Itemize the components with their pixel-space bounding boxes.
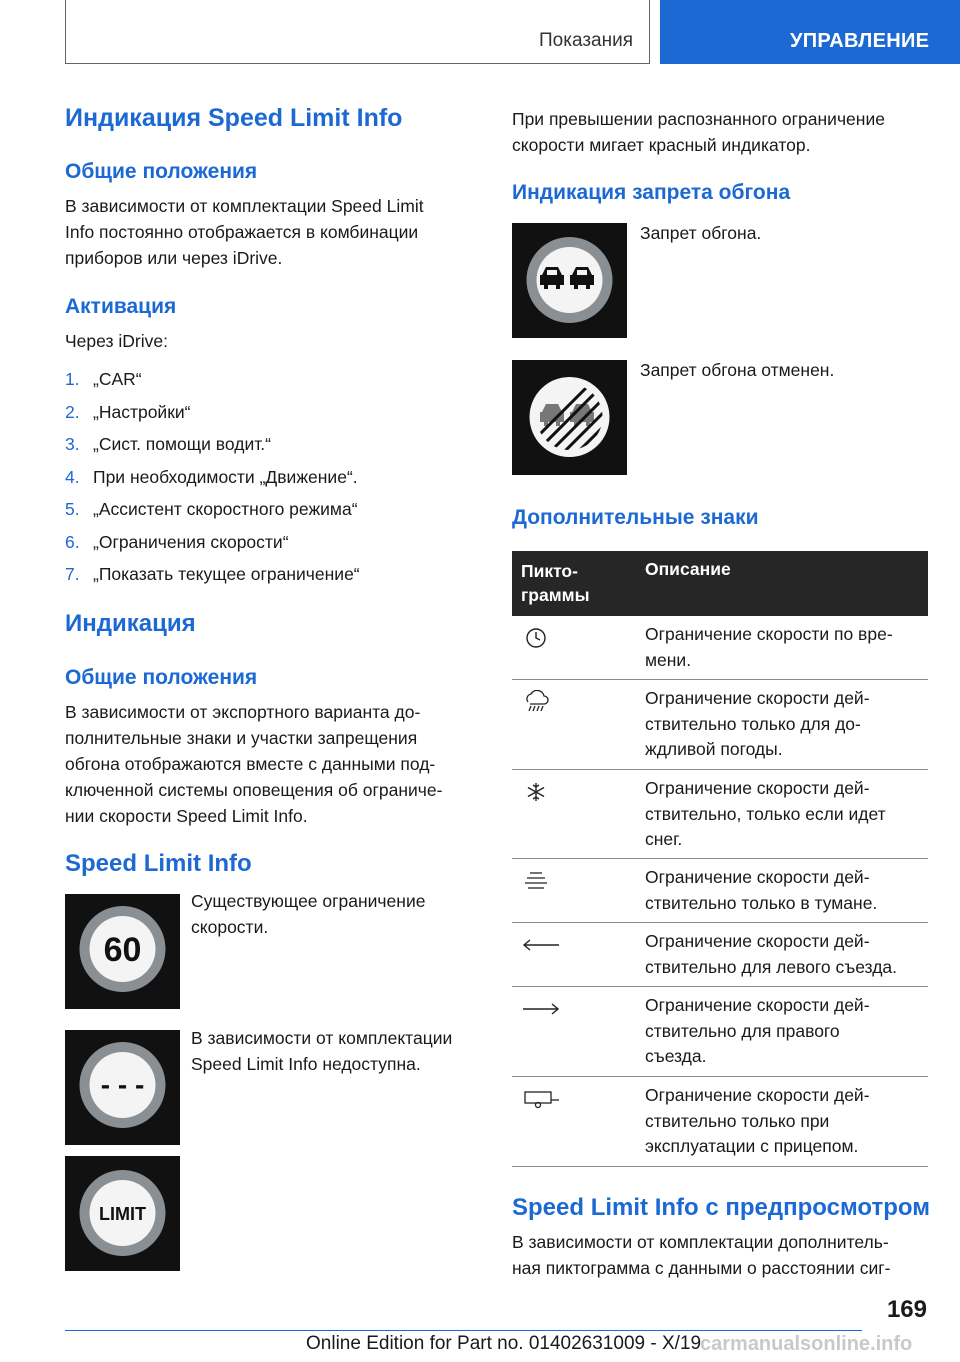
row-description: Ограничение скорости дей- ствительно только при эксплуатации с прицепом. [645, 1085, 870, 1156]
preview-heading: Speed Limit Info с предпросмотром [512, 1194, 930, 1221]
no-overtake-end-desc: Запрет обгона отменен. [640, 360, 835, 380]
header-chapter-tab [660, 0, 960, 64]
indication-heading: Индикация [65, 610, 196, 637]
header-chapter-label: УПРАВЛЕНИЕ [790, 30, 930, 52]
row-description: Ограничение скорости дей- ствительно, только если идет снег. [645, 778, 886, 849]
list-item: 7. „Показать текущее ограничение“ [65, 564, 360, 584]
fog-icon [520, 869, 552, 893]
list-item: 2. „Настройки“ [65, 401, 191, 422]
trailer-icon [520, 1087, 562, 1111]
row-description: Ограничение скорости дей- ствительно для правого съезда. [645, 995, 870, 1066]
no-overtaking-end-sign [512, 360, 627, 475]
extra-signs-table [512, 551, 928, 1167]
rain-icon [520, 690, 552, 714]
footer-edition: Online Edition for Part no. 01402631009 - X/19 [306, 1333, 702, 1354]
sign-unavailable-desc: В зависимости от комплектации Speed Limit Info недоступна. [191, 1028, 453, 1074]
exceed-warning-text: При превышении распознанного ограничение скорости мигает красный индикатор. [512, 109, 885, 155]
footer-divider [65, 1330, 862, 1331]
speed-limit-limit-sign [65, 1156, 180, 1271]
speed-limit-60-sign [65, 894, 180, 1009]
sign-60-desc: Существующее ограничение скорости. [191, 891, 426, 937]
activation-intro: Через iDrive: [65, 331, 168, 351]
row-description: Ограничение скорости дей- ствительно для левого съезда. [645, 931, 898, 977]
list-item: 1. „CAR“ [65, 369, 142, 389]
row-description: Ограничение скорости дей- ствительно только для до- ждливой погоды. [645, 688, 870, 759]
activation-heading: Активация [65, 295, 177, 318]
speed-limit-unavailable-sign [65, 1030, 180, 1145]
list-item: 3. „Сист. помощи водит.“ [65, 434, 271, 454]
clock-icon [520, 626, 552, 650]
table-row [512, 923, 928, 987]
header-section-label: Показания [539, 30, 633, 51]
header-pictograms: Пикто- граммы [521, 561, 590, 605]
indication-subheading: Общие положения [65, 666, 258, 689]
extra-signs-heading: Дополнительные знаки [512, 506, 759, 529]
list-item: 4. При необходимости „Движение“. [65, 466, 358, 487]
page-number: 169 [886, 1296, 927, 1323]
table-row [512, 1077, 928, 1167]
sign-limit-text: LIMIT [99, 1204, 146, 1224]
row-description: Ограничение скорости дей- ствительно только в тумане. [645, 867, 878, 913]
header-section-tab [65, 0, 650, 64]
no-overtake-heading: Индикация запрета обгона [512, 181, 791, 204]
no-overtaking-sign [512, 223, 627, 338]
arrow-left-icon [520, 933, 562, 957]
watermark: carmanualsonline.info [700, 1333, 913, 1355]
general-heading-1: Общие положения [65, 160, 258, 183]
no-overtake-desc: Запрет обгона. [640, 223, 762, 243]
list-item: 5. „Ассистент скоростного режима“ [65, 499, 358, 519]
sign-dashes-text: - - - [100, 1069, 145, 1100]
table-row [512, 770, 928, 859]
snowflake-icon [520, 780, 552, 804]
general-text-1: В зависимости от комплектации Speed Limit Info постоянно отображается в комбинации приборов или через iDrive. [65, 196, 424, 268]
row-description: Ограничение скорости по вре- мени. [645, 624, 893, 670]
table-header [512, 551, 928, 616]
sli-heading: Speed Limit Info [65, 850, 252, 877]
table-row [512, 616, 928, 680]
list-item: 6. „Ограничения скорости“ [65, 531, 289, 552]
sign-60-text: 60 [103, 931, 142, 969]
page-title: Индикация Speed Limit Info [65, 104, 403, 132]
activation-steps [65, 366, 485, 594]
indication-text: В зависимости от экспортного варианта до- полнительные знаки и участки запрещения обгона отображаются вместе с данными под- ключенной системы оповещения об ограниче- нии скорости Speed Limit Info. [65, 702, 443, 826]
table-row [512, 859, 928, 923]
preview-text: В зависимости от комплектации дополнитель- ная пиктограмма с данными о расстоянии сиг- [512, 1232, 891, 1278]
table-row [512, 680, 928, 770]
arrow-right-icon [520, 997, 562, 1021]
table-row [512, 987, 928, 1077]
header-description: Описание [645, 559, 731, 579]
